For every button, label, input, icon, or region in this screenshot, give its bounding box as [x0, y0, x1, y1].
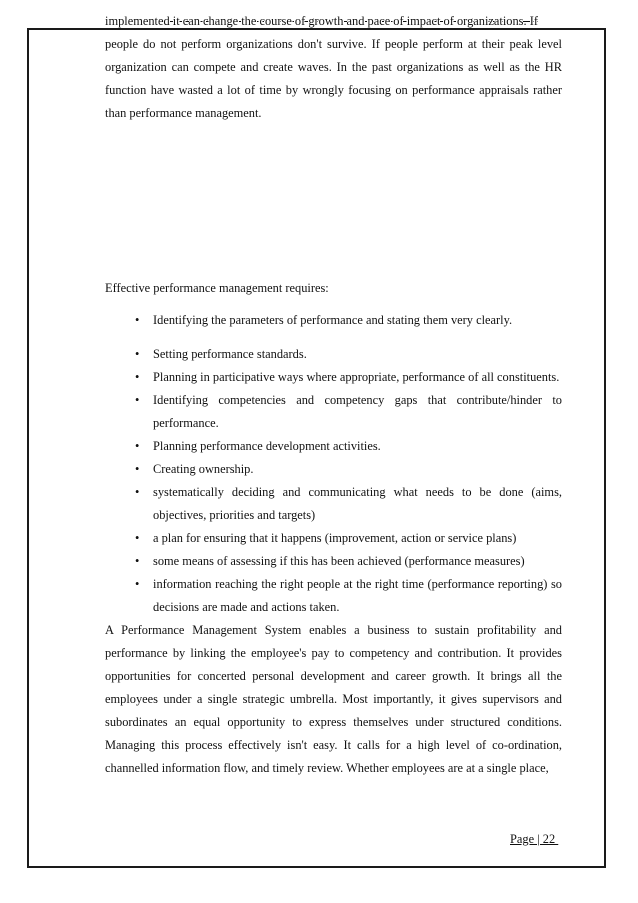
bullet-icon: • — [135, 462, 140, 476]
list-item: • some means of assessing if this has been achieved (performance measures) — [105, 550, 562, 573]
page-content — [105, 10, 562, 780]
page-number: Page | 22 — [510, 832, 559, 846]
requirements-list — [105, 309, 562, 619]
bullet-icon: • — [135, 370, 140, 384]
bullet-icon: • — [135, 313, 140, 327]
list-item: • a plan for ensuring that it happens (improvement, action or service plans) — [105, 527, 562, 550]
bullet-icon: • — [135, 485, 140, 499]
bullet-icon: • — [135, 347, 140, 361]
top-cut-line: implemented it can change the course of growth and pace of impact of organizations. If — [105, 14, 538, 28]
list-item: • Identifying the parameters of performance and stating them very clearly. — [105, 309, 562, 332]
bullet-icon: • — [135, 577, 140, 591]
list-item: • Planning in participative ways where appropriate, performance of all constituents. — [105, 366, 562, 389]
bullet-icon: • — [135, 531, 140, 545]
list-item: • information reaching the right people at the right time (performance reporting) so decisions are made and actions taken. — [105, 573, 562, 619]
bullet-icon: • — [135, 439, 140, 453]
closing-paragraph: A Performance Management System enables a business to sustain profitability and performance by linking the employee's pay to competency and contribution. It provides opportunities for concerted personal development and career growth. It brings all the employees under a single strategic umbrella. Most importantly, it gives supervisors and subordinates an equal opportunity to express themselves under structured conditions. Managing this process effectively isn't easy. It calls for a high level of co-ordination, channelled information flow, and timely review. Whether employees are at a single place, — [105, 623, 562, 775]
list-item: • Planning performance development activities. — [105, 435, 562, 458]
bullet-icon: • — [135, 554, 140, 568]
bullet-icon: • — [135, 393, 140, 407]
list-item: • Setting performance standards. — [105, 343, 562, 366]
list-item: • systematically deciding and communicating what needs to be done (aims, objectives, priorities and targets) — [105, 481, 562, 527]
intro-paragraph: people do not perform organizations don't survive. If people perform at their peak level organization can compete and create waves. In the past organizations as well as the HR function have wasted a lot of time by wrongly focusing on performance appraisals rather than performance management. — [105, 37, 562, 120]
requirements-heading: Effective performance management requires: — [105, 281, 329, 295]
list-item: • Creating ownership. — [105, 458, 562, 481]
list-item: • Identifying competencies and competency gaps that contribute/hinder to performance. — [105, 389, 562, 435]
